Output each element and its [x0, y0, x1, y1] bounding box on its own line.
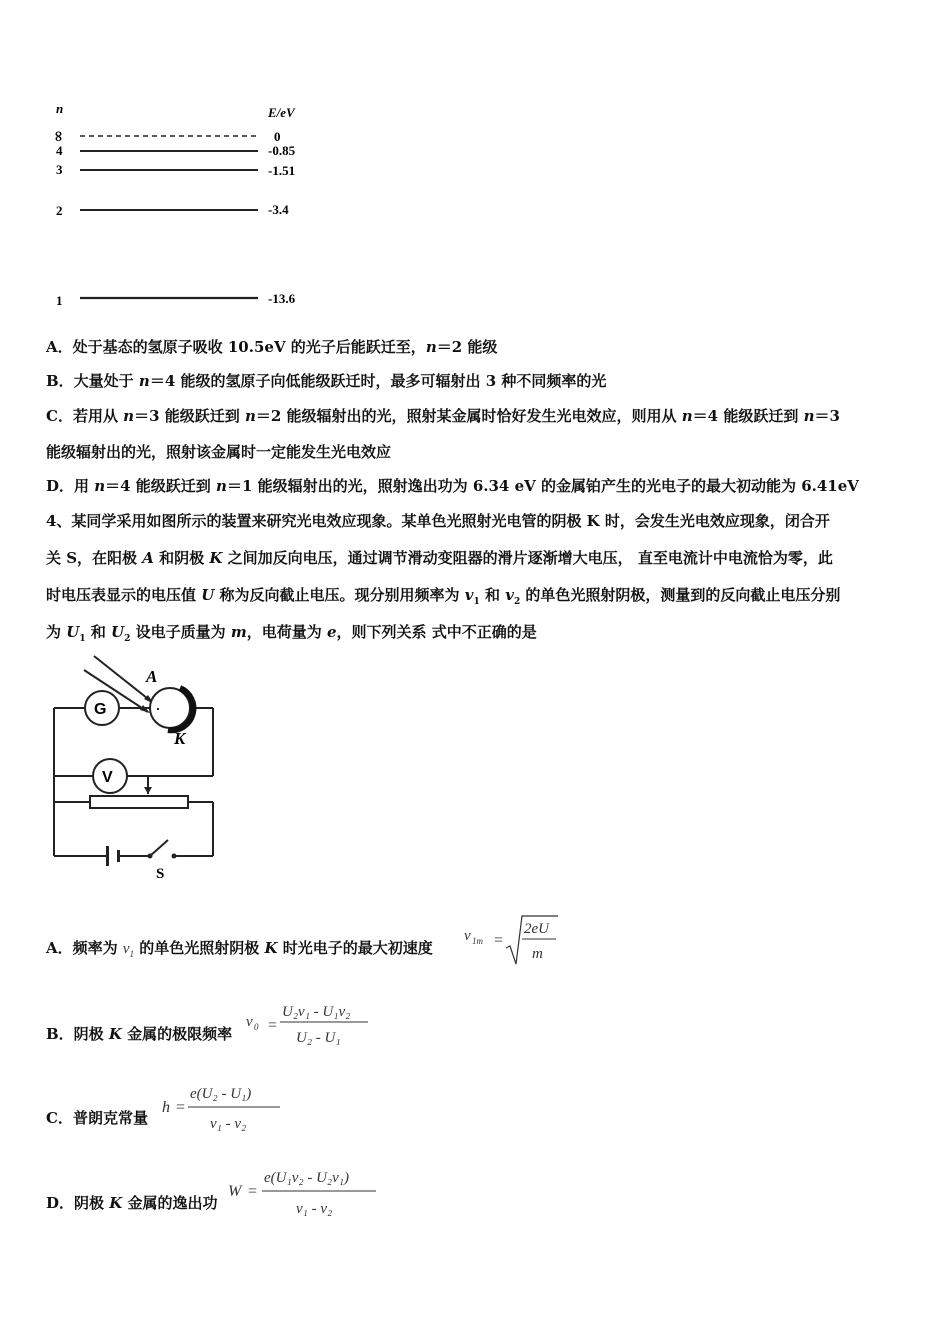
cathode-k-label: K [174, 729, 186, 748]
formula-den: v₁ - v₂ [296, 1201, 333, 1217]
formula-lhs: W [228, 1183, 242, 1200]
level-n-label: 1 [56, 293, 63, 308]
formula-num: e(U₁v₂ - U₂v₁) [264, 1170, 349, 1186]
formula-den: U₂ - U₁ [296, 1030, 341, 1046]
q4-stem-line4: 为 $U_1$ 和 $U_2$ 设电子质量为 m，电荷量为 e，则下列关系 式中不正确的是 [46, 623, 537, 644]
formula-eq: = [248, 1183, 258, 1200]
photoelectric-circuit-diagram [40, 652, 230, 887]
q3-option-d[interactable]: D．用 n＝4 能级跃迁到 n＝1 能级辐射出的光，照射逸出功为 6.34 eV 的金属铂产生的光电子的最大初动能为 6.41eV [46, 477, 859, 495]
level-energy-label: -13.6 [268, 291, 296, 306]
q4-option-a-formula [462, 912, 572, 968]
formula-lhs: v [464, 928, 471, 944]
formula-lhs: h [162, 1099, 170, 1116]
anode-a-label: A [146, 667, 158, 686]
formula-eq: = [494, 932, 504, 949]
level-n-label: ∞ [50, 130, 68, 143]
q4-option-c-text[interactable]: C．普朗克常量 [46, 1109, 148, 1127]
level-energy-label: -0.85 [268, 143, 296, 158]
switch-s-label: S [156, 866, 165, 882]
e-axis-label: E/eV [268, 105, 295, 120]
voltmeter-label: V [102, 769, 113, 786]
q3-option-b[interactable]: B．大量处于 n＝4 能级的氢原子向低能级跃迁时，最多可辐射出 3 种不同频率的光 [46, 372, 607, 390]
level-n-label: 2 [56, 203, 63, 218]
formula-num: e(U₂ - U₁) [190, 1086, 252, 1102]
formula-lhs-sub: 1m [472, 936, 483, 946]
q3-option-a[interactable]: A．处于基态的氢原子吸收 10.5eV 的光子后能跃迁至，n＝2 能级 [46, 338, 498, 356]
phototube-symbol [150, 688, 190, 728]
formula-num: U₂v₁ - U₁v₂ [282, 1004, 351, 1020]
formula-num: 2eU [524, 921, 549, 937]
galvanometer-label: G [94, 701, 107, 718]
q4-option-b-formula [244, 994, 384, 1050]
level-n-label: 3 [56, 162, 63, 177]
q4-option-a-text[interactable]: A．频率为 $v_1$ 的单色光照射阴极 K 时光电子的最大初速度 [46, 939, 433, 959]
formula-lhs-sub: 0 [254, 1022, 259, 1032]
energy-level-diagram [40, 95, 320, 315]
q4-stem-line2: 关 S，在阳极 A 和阴极 K 之间加反向电压，通过调节滑动变阻器的滑片逐渐增大电压， 直至电流计中电流恰为零，此 [46, 549, 833, 567]
formula-lhs: v [246, 1014, 253, 1030]
formula-den: m [532, 946, 543, 962]
q4-option-d-formula [226, 1160, 386, 1220]
level-energy-label: -1.51 [268, 163, 296, 178]
q4-option-c-formula [160, 1076, 290, 1136]
q3-option-c[interactable]: C．若用从 n＝3 能级跃迁到 n＝2 能级辐射出的光，照射某金属时恰好发生光电效应，则用从 n＝4 能级跃迁到 n＝3 [46, 407, 840, 425]
n-axis-label: n [56, 101, 64, 116]
q4-stem-line3: 时电压表显示的电压值 U 称为反向截止电压。现分别用频率为 $v_1$ 和 $v_2$ 的单色光照射阴极，测量到的反向截止电压分别 [46, 586, 841, 607]
q3-option-c-line2: 能级辐射出的光，照射该金属时一定能发生光电效应 [46, 443, 392, 461]
level-energy-label: 0 [274, 129, 281, 144]
formula-den: v₁ - v₂ [210, 1116, 247, 1132]
q4-stem-line1: 4、某同学采用如图所示的装置来研究光电效应现象。某单色光照射光电管的阴极 K 时，会发生光电效应现象，闭合开 [46, 512, 830, 530]
formula-eq: = [268, 1017, 278, 1034]
level-n-label: 4 [56, 143, 63, 158]
level-energy-label: -3.4 [268, 202, 289, 217]
q4-option-b-text[interactable]: B．阴极 K 金属的极限频率 [46, 1025, 233, 1043]
formula-eq: = [176, 1099, 186, 1116]
q4-option-d-text[interactable]: D．阴极 K 金属的逸出功 [46, 1194, 218, 1212]
